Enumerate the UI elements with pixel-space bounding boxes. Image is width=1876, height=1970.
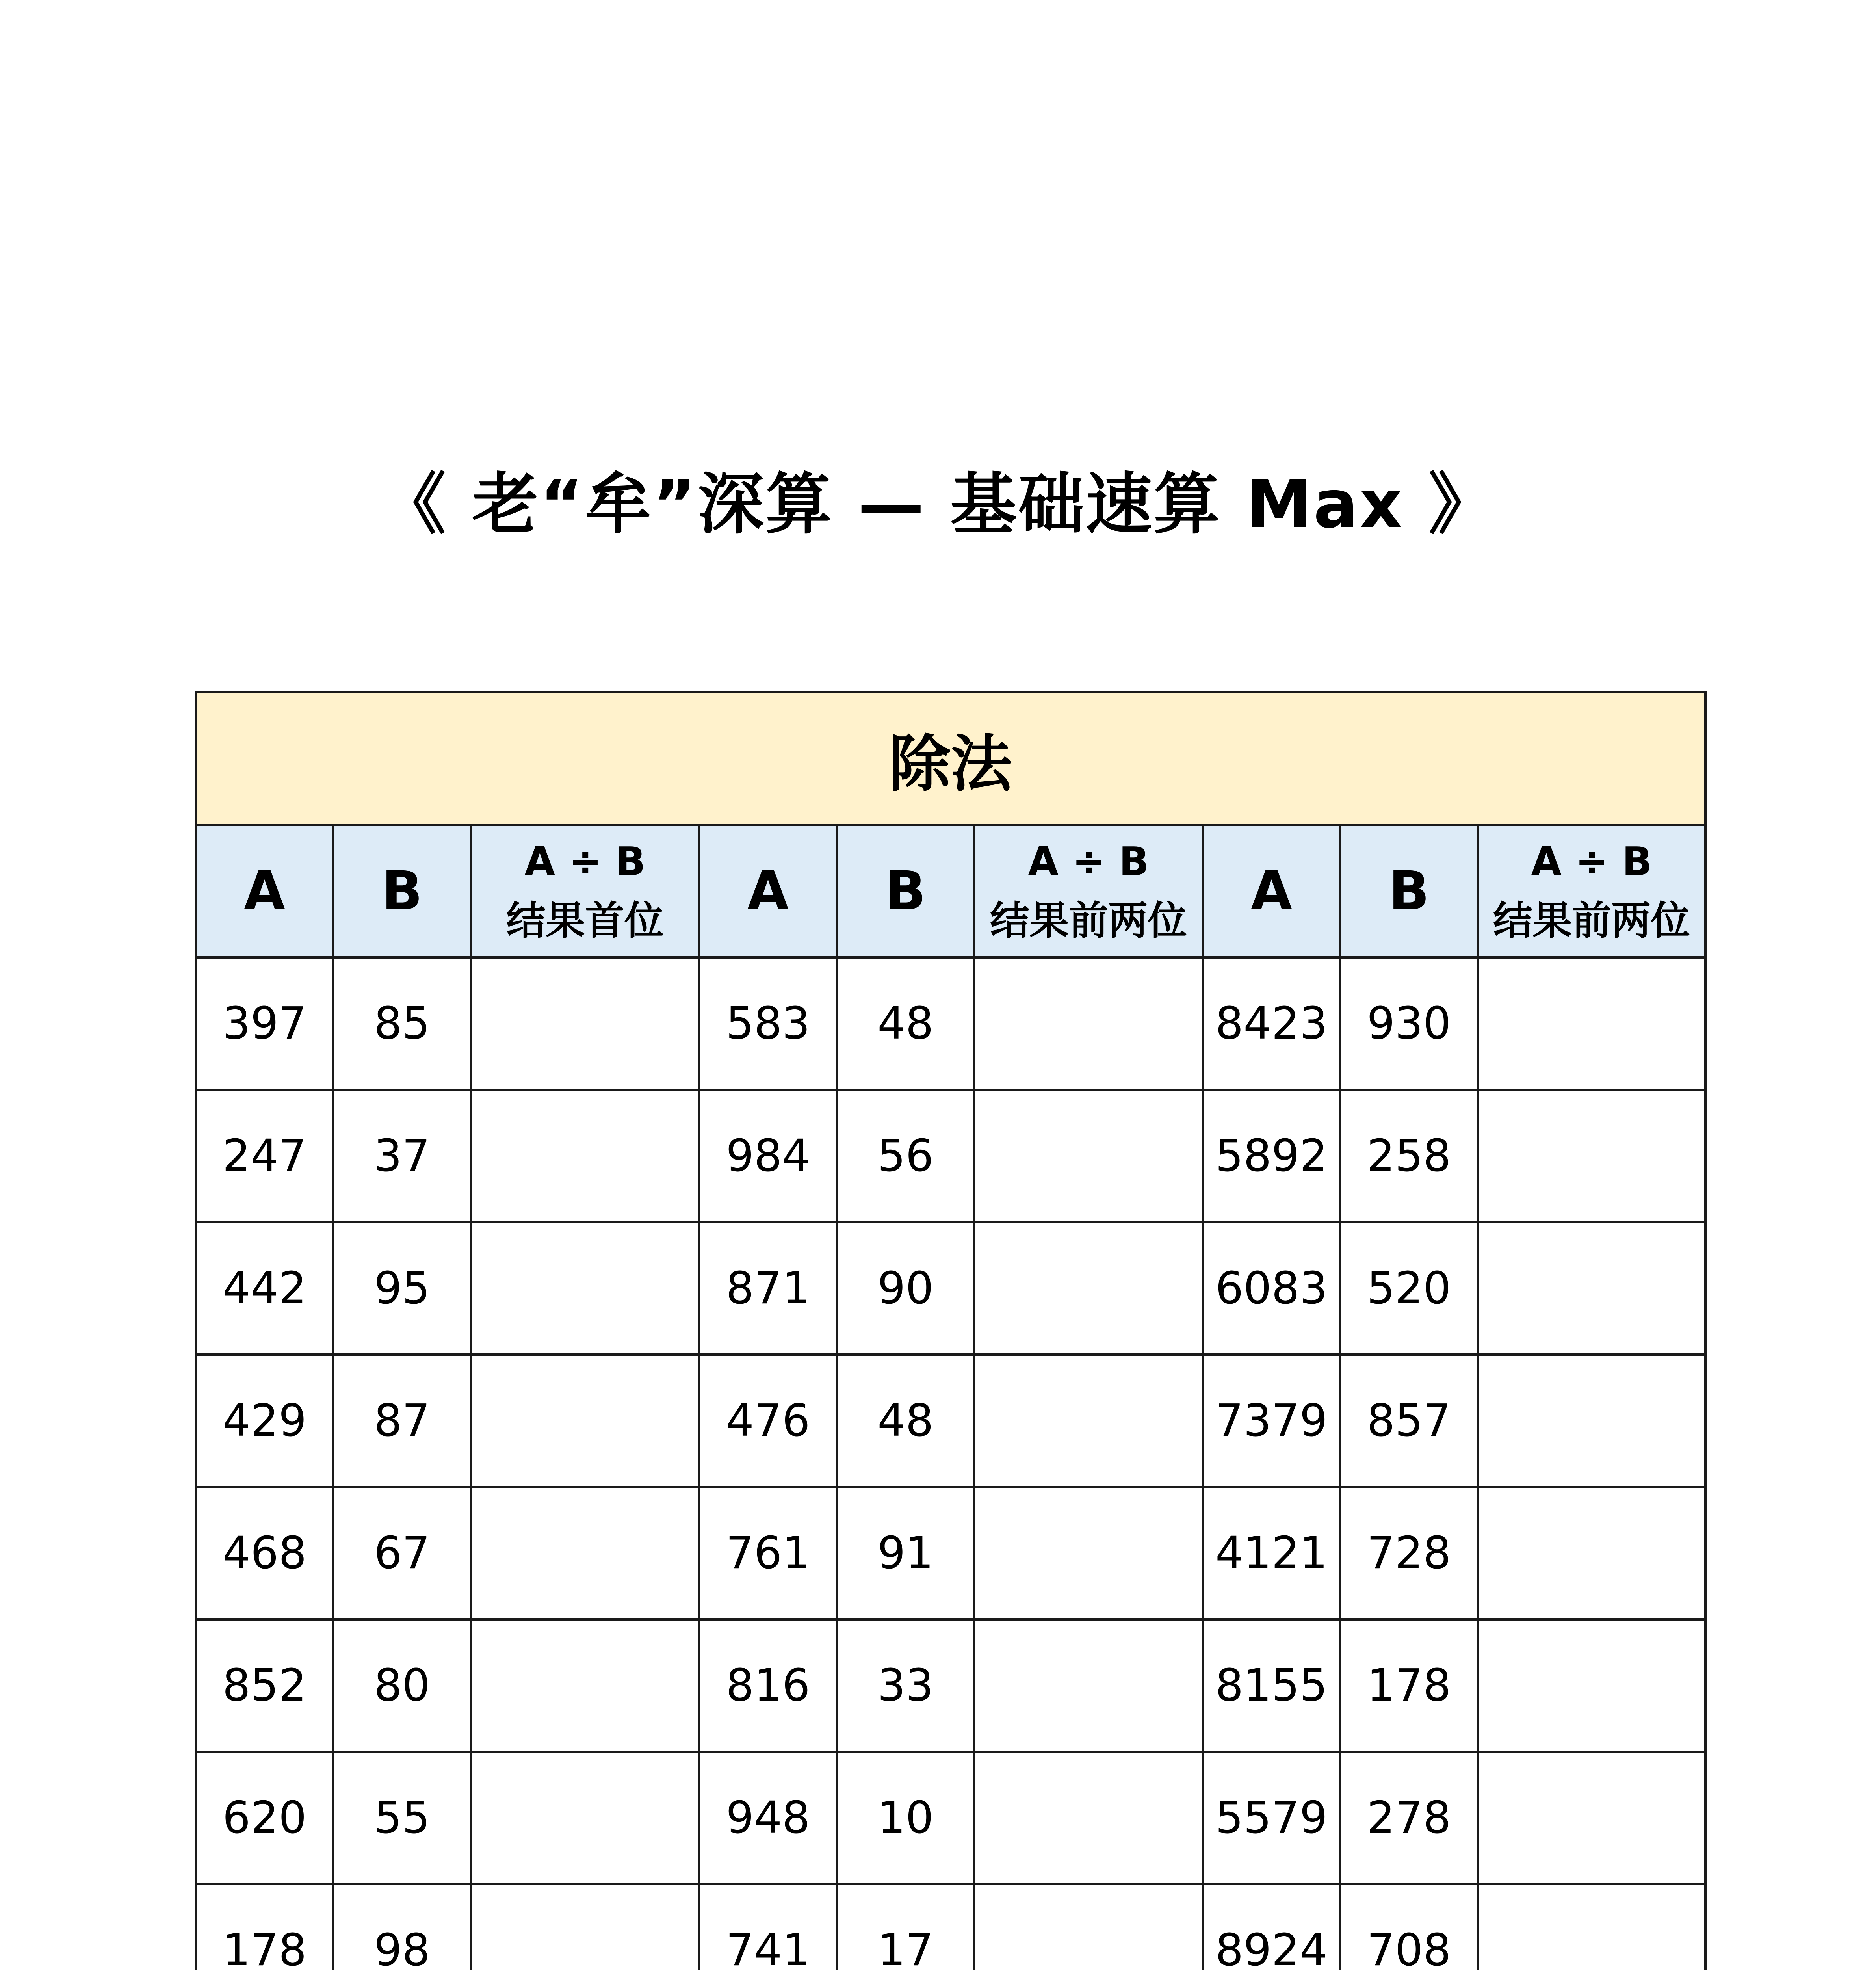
cell-b: 80 (333, 1619, 471, 1752)
cell-a: 178 (196, 1884, 333, 1970)
cell-a: 476 (699, 1355, 837, 1487)
answer-cell[interactable] (471, 1884, 699, 1970)
answer-cell[interactable] (471, 1222, 699, 1355)
header-result-label: 结果前两位 (1493, 898, 1690, 944)
cell-a: 871 (699, 1222, 837, 1355)
cell-b: 56 (837, 1090, 974, 1222)
table-row (196, 1090, 1705, 1222)
table-row (196, 1884, 1705, 1970)
cell-a: 8423 (1203, 957, 1340, 1090)
answer-cell[interactable] (974, 1752, 1203, 1884)
cell-a: 6083 (1203, 1222, 1340, 1355)
problem-rows (196, 957, 1705, 1970)
cell-b: 98 (333, 1884, 471, 1970)
answer-cell[interactable] (471, 1355, 699, 1487)
cell-a: 741 (699, 1884, 837, 1970)
cell-a: 620 (196, 1752, 333, 1884)
cell-a: 442 (196, 1222, 333, 1355)
cell-b: 37 (333, 1090, 471, 1222)
table-row (196, 1355, 1705, 1487)
cell-a: 8155 (1203, 1619, 1340, 1752)
cell-a: 761 (699, 1487, 837, 1619)
answer-cell[interactable] (974, 1487, 1203, 1619)
cell-b: 48 (837, 1355, 974, 1487)
answer-cell[interactable] (974, 1355, 1203, 1487)
cell-a: 5579 (1203, 1752, 1340, 1884)
answer-cell[interactable] (1478, 1619, 1705, 1752)
cell-b: 708 (1340, 1884, 1478, 1970)
header-result-label: 结果首位 (506, 898, 664, 944)
table-row (196, 1222, 1705, 1355)
cell-b: 91 (837, 1487, 974, 1619)
answer-cell[interactable] (1478, 957, 1705, 1090)
answer-cell[interactable] (974, 1090, 1203, 1222)
header-result-label: 结果前两位 (990, 898, 1187, 944)
header-op-label: A ÷ B (1531, 838, 1652, 885)
cell-b: 930 (1340, 957, 1478, 1090)
cell-b: 278 (1340, 1752, 1478, 1884)
answer-cell[interactable] (974, 1619, 1203, 1752)
cell-a: 247 (196, 1090, 333, 1222)
cell-b: 520 (1340, 1222, 1478, 1355)
cell-a: 8924 (1203, 1884, 1340, 1970)
cell-a: 948 (699, 1752, 837, 1884)
answer-cell[interactable] (471, 1090, 699, 1222)
header-op-label: A ÷ B (524, 838, 646, 885)
cell-b: 85 (333, 957, 471, 1090)
cell-b: 33 (837, 1619, 974, 1752)
table-row (196, 957, 1705, 1090)
cell-a: 984 (699, 1090, 837, 1222)
header-result-group-3 (1478, 825, 1705, 957)
header-b-group-3: B (1340, 825, 1478, 957)
answer-cell[interactable] (974, 1884, 1203, 1970)
cell-a: 7379 (1203, 1355, 1340, 1487)
division-worksheet-table (195, 691, 1707, 1970)
answer-cell[interactable] (471, 1752, 699, 1884)
cell-b: 48 (837, 957, 974, 1090)
cell-b: 17 (837, 1884, 974, 1970)
cell-a: 583 (699, 957, 837, 1090)
cell-b: 10 (837, 1752, 974, 1884)
answer-cell[interactable] (1478, 1355, 1705, 1487)
cell-b: 90 (837, 1222, 974, 1355)
cell-a: 397 (196, 957, 333, 1090)
cell-b: 87 (333, 1355, 471, 1487)
answer-cell[interactable] (1478, 1487, 1705, 1619)
header-result-group-1 (471, 825, 699, 957)
cell-b: 67 (333, 1487, 471, 1619)
table-row (196, 1752, 1705, 1884)
cell-b: 258 (1340, 1090, 1478, 1222)
answer-cell[interactable] (974, 957, 1203, 1090)
header-a-group-3: A (1203, 825, 1340, 957)
cell-a: 852 (196, 1619, 333, 1752)
header-a-group-1: A (196, 825, 333, 957)
table-row (196, 1619, 1705, 1752)
cell-b: 55 (333, 1752, 471, 1884)
cell-a: 816 (699, 1619, 837, 1752)
cell-a: 468 (196, 1487, 333, 1619)
cell-b: 728 (1340, 1487, 1478, 1619)
cell-a: 429 (196, 1355, 333, 1487)
page-title: 《 老“牟”深算 — 基础速算 Max 》 (379, 466, 1497, 543)
column-header-row (196, 825, 1705, 957)
header-result-group-2 (974, 825, 1203, 957)
cell-b: 178 (1340, 1619, 1478, 1752)
answer-cell[interactable] (1478, 1090, 1705, 1222)
answer-cell[interactable] (471, 957, 699, 1090)
answer-cell[interactable] (471, 1619, 699, 1752)
answer-cell[interactable] (1478, 1884, 1705, 1970)
table-row (196, 1487, 1705, 1619)
section-band-row (196, 692, 1705, 825)
answer-cell[interactable] (1478, 1752, 1705, 1884)
header-b-group-1: B (333, 825, 471, 957)
cell-a: 5892 (1203, 1090, 1340, 1222)
section-band-division: 除法 (196, 692, 1705, 825)
header-b-group-2: B (837, 825, 974, 957)
header-op-label: A ÷ B (1028, 838, 1149, 885)
header-a-group-2: A (699, 825, 837, 957)
answer-cell[interactable] (1478, 1222, 1705, 1355)
cell-b: 857 (1340, 1355, 1478, 1487)
cell-a: 4121 (1203, 1487, 1340, 1619)
answer-cell[interactable] (471, 1487, 699, 1619)
answer-cell[interactable] (974, 1222, 1203, 1355)
cell-b: 95 (333, 1222, 471, 1355)
